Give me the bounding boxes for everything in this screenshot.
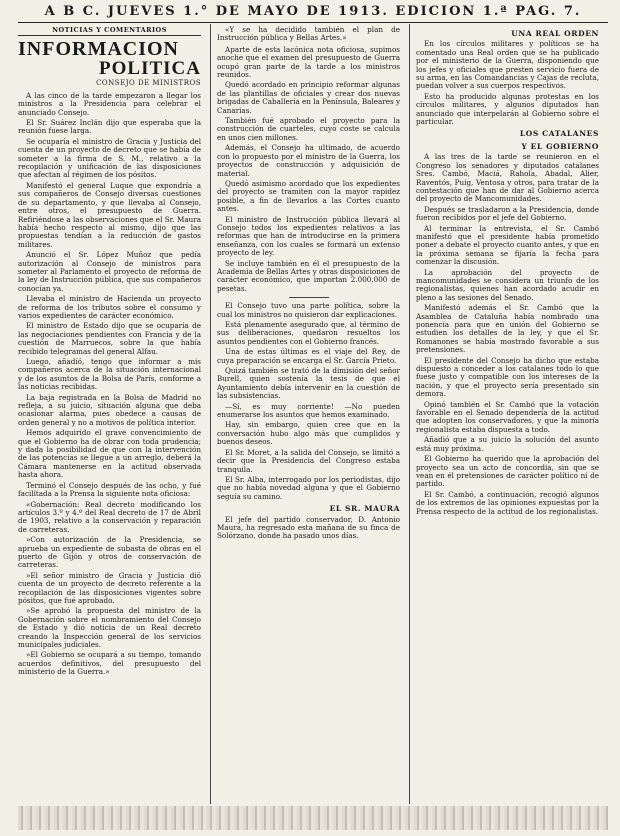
article-paragraph: La aprobación del proyecto de mancomunidades se considera un triunfo de los regionalistas, quienes han acordado acudir en pleno a las sesiones del Senado.	[416, 267, 599, 302]
section-kicker: NOTICIAS Y COMENTARIOS	[18, 26, 201, 36]
article-paragraph: Opinó también el Sr. Cambó que la votación favorable en el Senado dependería de la actitud que adopten los conservadores, y que la minoría regionalista estaba dispuesta a todo.	[416, 399, 599, 434]
article-paragraph: El Gobierno ha querido que la aprobación del proyecto sea un acto de concordia, sin que se vean en él pretensiones de carácter político ni de partido.	[416, 454, 599, 489]
section-heading-real-orden: UNA REAL ORDEN	[511, 29, 599, 38]
headline-informacion: INFORMACION	[18, 38, 179, 61]
article-paragraph: Al terminar la entrevista, el Sr. Cambó manifestó que el presidente había prometido poner a debate el proyecto cuanto antes, y que en la próxima semana se fijaría la fecha para comenzar la discusión.	[416, 223, 599, 267]
column-3	[416, 26, 599, 796]
masthead-rule	[18, 22, 608, 23]
article-paragraph: Además, el Consejo ha ultimado, de acuerdo con lo propuesto por el ministro de la Guerra, los proyectos de construcción y adquisición de material.	[217, 143, 400, 178]
scan-noise-band	[18, 806, 608, 830]
section-heading-catalanes: LOS CATALANES	[519, 129, 599, 139]
article-paragraph: El ministro de Instrucción pública llevará al Consejo todos los expedientes relativos a las reformas que han de introducirse en la primera enseñanza, con los cuales se formará un extenso proyecto de ley.	[217, 214, 400, 258]
article-paragraph: —Sí, es muy corriente! —No pueden enumerarse los asuntos que hemos examinado.	[217, 401, 400, 420]
quote-intro: «Y se ha decidido también el plan de Instrucción pública y Bellas Artes.»	[217, 26, 400, 43]
article-paragraph: Terminó el Consejo después de las ocho, y fué facilitada a la Prensa la siguiente nota oficiosa:	[18, 480, 201, 499]
article-paragraph: En los círculos militares y políticos se ha comentado una Real orden que se ha publicado por el ministerio de la Guerra, disponiendo que los jefes y oficiales que presten servicio fuera de su arma, en las Comandancias y Cajas de recluta, puedan volver a sus cuerpos respectivos.	[416, 39, 599, 91]
article-paragraph: El jefe del partido conservador, D. Antonio Maura, ha regresado esta mañana de su finca de Solórzano, donde ha pasado unos días.	[217, 514, 400, 541]
article-paragraph: El presidente del Consejo ha dicho que estaba dispuesto a conceder a los catalanes todo lo que fuese justo y compatible con los intereses de la nación, y que el proyecto sería presentado sin demora.	[416, 355, 599, 399]
section-subheading-gobierno: Y EL GOBIERNO	[521, 141, 599, 151]
article-paragraph: El ministro de Estado dijo que se ocuparía de las negociaciones pendientes con Francia y de la cuestión de Marruecos, sobre la que había recibido telegramas del general Alfau.	[18, 321, 201, 356]
section-heading-maura: EL SR. MAURA	[329, 504, 400, 514]
column-2	[217, 26, 400, 756]
article-paragraph: Hay, sin embargo, quien cree que en la conversación hubo algo más que cumplidos y buenos deseos.	[217, 420, 400, 447]
article-paragraph: A las cinco de la tarde empezaron a llegar los ministros a la Presidencia para celebrar el anunciado Consejo.	[18, 90, 201, 117]
article-paragraph: Quedó acordado en principio reformar algunas de las plantillas de oficiales y crear dos nuevas brigadas de Caballería en la Península, Baleares y Canarias.	[217, 80, 400, 115]
subhead-consejo: CONSEJO DE MINISTROS	[96, 79, 201, 88]
article-paragraph: «Gobernación: Real decreto modificando los artículos 3.º y 4.º del Real decreto de 17 de Abril de 1903, relativo a la conservación y reparación de carreteras.	[18, 499, 201, 534]
article-paragraph: La baja registrada en la Bolsa de Madrid no refleja, a su juicio, situación alguna que deba ocasionar alarma, pues obedece a causas de orden general y no a motivos de política interior.	[18, 392, 201, 427]
separator-rule	[289, 297, 329, 298]
article-paragraph: El Sr. Cambó, a continuación, recogió algunos de los extremos de las opiniones expuestas por la Prensa respecto de la actitud de los regionalistas.	[416, 489, 599, 516]
article-paragraph: Quizá también se trató de la dimisión del señor Burell, quien sostenía la tesis de que el Ayuntamiento debía intervenir en la cuestión de las subsistencias.	[217, 366, 400, 401]
article-paragraph: Hemos adquirido el grave convencimiento de que el Gobierno ha de obrar con toda prudencia; y dada la posibilidad de que con la intervención de las potencias se llegue a un arreglo, deberá la Cámara mantenerse en la actitud observada hasta ahora.	[18, 428, 201, 480]
newspaper-page	[18, 0, 608, 836]
article-paragraph: Luego, añadió, tengo que informar a mis compañeros acerca de la situación internacional y de los asuntos de la Bolsa de París, conforme a las noticias recibidas.	[18, 357, 201, 392]
headline-politica: POLITICA	[99, 58, 201, 80]
article-paragraph: Después se trasladaron a la Presidencia, donde fueron recibidos por el jefe del Gobierno.	[416, 204, 599, 223]
article-paragraph: El Sr. Suárez Inclán dijo que esperaba que la reunión fuese larga.	[18, 118, 201, 136]
page-masthead: A B C. JUEVES 1.° DE MAYO DE 1913. EDICION 1.ª PAG. 7.	[44, 4, 582, 19]
article-paragraph: Anunció el Sr. López Muñoz que pedía autorización al Consejo de ministros para someter al Parlamento el proyecto de reforma de la ley de Instrucción pública, que sus compañeros conocían ya.	[18, 250, 201, 293]
article-paragraph: »Con autorización de la Presidencia, se aprueba un expediente de subasta de obras en el puerto de Gijón y otros de conservación de carreteras.	[18, 535, 201, 570]
column-1	[18, 26, 201, 796]
article-paragraph: Se incluye también en él el presupuesto de la Academia de Bellas Artes y otras disposiciones de carácter económico, que importan 2.000.000 de pesetas.	[217, 258, 400, 293]
article-paragraph: También fué aprobado el proyecto para la construcción de cuarteles, cuyo coste se calcula en unos cien millones.	[217, 116, 400, 142]
article-paragraph: »El Gobierno se ocupará a su tiempo, tomando acuerdos definitivos, del presupuesto del ministerio de la Guerra.»	[18, 650, 201, 677]
article-paragraph: Manifestó el general Luque que expondría a sus compañeros de Consejo diversas cuestiones de su departamento, y que llevaba al Consejo, entre otros, el presupuesto de Guerra. Refiriéndose a las observaciones que el Sr. Maura había hecho respecto al mismo, dijo que las propuestas tendían a la reducción de gastos militares.	[18, 180, 201, 249]
column-divider	[409, 24, 410, 804]
article-paragraph: Esto ha producido algunas protestas en los círculos militares, y algunos diputados han anunciado que interpelarán al Gobierno sobre el particular.	[416, 91, 599, 127]
article-paragraph: A las tres de la tarde se reunieron en el Congreso los senadores y diputados catalanes Sres. Cambó, Maciá, Rahola, Abadal, Alier, Raventós, Puig, Ventosa y otros, para tratar de la contestación que han de dar al Gobierno acerca del proyecto de Mancomunidades.	[416, 152, 599, 204]
article-paragraph: Aparte de esta lacónica nota oficiosa, supimos anoche que el examen del presupuesto de Guerra ocupó gran parte de la tarde a los ministros reunidos.	[217, 44, 400, 80]
article-paragraph: Manifestó además el Sr. Cambó que la Asamblea de Cataluña había nombrado una ponencia para que en unión del Gobierno se estudien los detalles de la ley, y que el Sr. Romanones se había mostrado favorable a sus pretensiones.	[416, 303, 599, 355]
article-paragraph: Se ocuparía el ministro de Gracia y Justicia del cuenta de un proyecto de decreto que se había de someter a la firma de S. M., relativo a la recopilación y unificación de las disposiciones que afectan al régimen de los pósitos.	[18, 136, 201, 180]
article-paragraph: El Sr. Moret, a la salida del Consejo, se limitó a decir que la Presidencia del Congreso estaba tranquila.	[217, 447, 400, 474]
article-paragraph: »El señor ministro de Gracia y Justicia dió cuenta de un proyecto de decreto referente a la recopilación de las disposiciones vigentes sobre pósitos, que fué aprobado.	[18, 570, 201, 605]
article-paragraph: El Sr. Alba, interrogado por los periodistas, dijo que no había novedad alguna y que el Gobierno seguía su camino.	[217, 474, 400, 501]
column-divider	[210, 24, 211, 804]
article-paragraph: Una de estas últimas es el viaje del Rey, de cuya preparación se encarga el Sr. García Prieto.	[217, 347, 400, 365]
article-paragraph: Está plenamente asegurado que, al término de sus deliberaciones, quedaron resueltos los asuntos pendientes con el Gobierno francés.	[217, 320, 400, 346]
article-paragraph: Añadió que a su juicio la solución del asunto está muy próxima.	[416, 435, 599, 453]
article-paragraph: »Se aprobó la propuesta del ministro de la Gobernación sobre el nombramiento del Consejo de Estado y dió noticia de un Real decreto creando la Inspección general de los servicios municipales judiciales.	[18, 606, 201, 649]
article-paragraph: Llevaba el ministro de Hacienda un proyecto de reforma de los tributos sobre el consumo y varios expedientes de carácter económico.	[18, 294, 201, 320]
article-paragraph: El Consejo tuvo una parte política, sobre la cual los ministros no quisieron dar explicaciones.	[217, 301, 400, 319]
article-paragraph: Quedó asimismo acordado que los expedientes del proyecto se tramiten con la mayor rapidez posible, a fin de llevarlos a las Cortes cuanto antes.	[217, 178, 400, 214]
